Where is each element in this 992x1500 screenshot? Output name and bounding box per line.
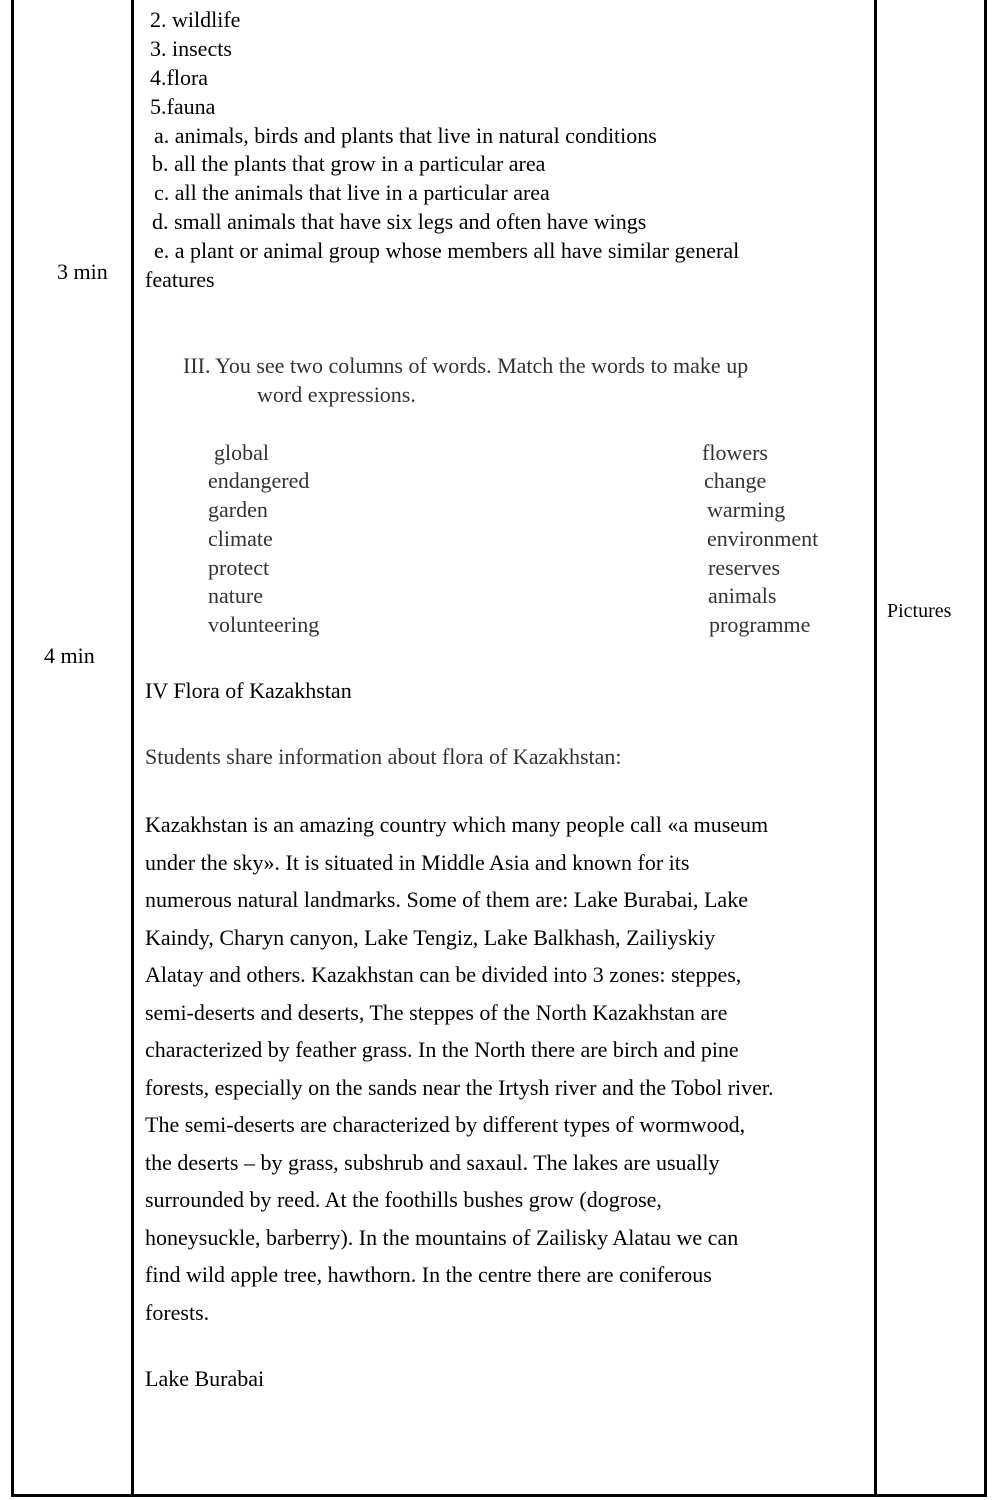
paragraph-line: Alatay and others. Kazakhstan can be divided into 3 zones: steppes,	[145, 962, 742, 987]
resource-label: Pictures	[887, 600, 952, 622]
match-word-right: warming	[707, 497, 786, 522]
task3-instruction-continued: word expressions.	[257, 382, 416, 407]
match-word-right: reserves	[708, 555, 781, 580]
paragraph-line: honeysuckle, barberry). In the mountains of Zailisky Alatau we can	[145, 1224, 739, 1250]
vocab-word: 2. wildlife	[150, 7, 241, 32]
match-word-right: environment	[707, 526, 819, 551]
time-label: 3 min	[57, 259, 108, 284]
match-word-left: garden	[208, 497, 268, 522]
flora-paragraph	[145, 806, 870, 1331]
task4-intro: Students share information about flora of Kazakhstan:	[145, 744, 622, 769]
vocab-definition: b. all the plants that grow in a particular area	[152, 151, 546, 176]
table-border-right	[984, 0, 987, 1497]
paragraph-line: the deserts – by grass, subshrub and saxaul. The lakes are usually	[145, 1149, 720, 1175]
vocab-definition: e. a plant or animal group whose members all have similar general	[154, 238, 740, 263]
time-label: 4 min	[44, 643, 95, 668]
vocab-word: 4.flora	[150, 65, 209, 90]
paragraph-line: semi-deserts and deserts, The steppes of the North Kazakhstan are	[145, 999, 728, 1025]
paragraph-line: numerous natural landmarks. Some of them are: Lake Burabai, Lake	[145, 887, 748, 912]
column-divider-resources	[874, 0, 877, 1497]
match-word-right: animals	[708, 583, 777, 608]
vocab-definition: a. animals, birds and plants that live in natural conditions	[154, 123, 657, 148]
paragraph-line: Kazakhstan is an amazing country which many people call «a museum	[145, 812, 769, 837]
match-word-left: climate	[208, 526, 273, 551]
paragraph-line: characterized by feather grass. In the North there are birch and pine	[145, 1037, 739, 1062]
match-word-right: flowers	[702, 440, 768, 465]
match-word-left: nature	[208, 583, 263, 608]
task4-heading: IV Flora of Kazakhstan	[145, 678, 352, 703]
paragraph-line: forests, especially on the sands near the Irtysh river and the Tobol river.	[145, 1074, 774, 1100]
picture-caption: Lake Burabai	[145, 1366, 265, 1391]
paragraph-line: Kaindy, Charyn canyon, Lake Tengiz, Lake Balkhash, Zailiyskiy	[145, 924, 716, 950]
paragraph-line: forests.	[145, 1299, 210, 1325]
vocab-definition-continued: features	[145, 267, 215, 292]
task3-instruction: III. You see two columns of words. Match the words to make up	[183, 353, 749, 378]
table-border-bottom	[12, 1494, 987, 1497]
table-border-left	[11, 0, 14, 1497]
vocab-word: 3. insects	[150, 36, 232, 61]
match-word-right: change	[704, 468, 767, 493]
vocab-definition: c. all the animals that live in a particular area	[154, 180, 550, 205]
paragraph-line: find wild apple tree, hawthorn. In the centre there are coniferous	[145, 1262, 712, 1287]
paragraph-line: The semi-deserts are characterized by different types of wormwood,	[145, 1112, 746, 1137]
match-word-left: endangered	[208, 468, 310, 493]
match-word-left: protect	[208, 555, 270, 580]
column-divider-time	[131, 0, 134, 1497]
match-word-left: global	[214, 440, 269, 465]
paragraph-line: surrounded by reed. At the foothills bushes grow (dogrose,	[145, 1187, 662, 1212]
match-word-left: volunteering	[208, 612, 320, 637]
vocab-definition: d. small animals that have six legs and often have wings	[152, 209, 647, 234]
match-word-right: programme	[709, 612, 811, 637]
vocab-word: 5.fauna	[150, 94, 216, 119]
paragraph-line: under the sky». It is situated in Middle Asia and known for its	[145, 849, 690, 875]
